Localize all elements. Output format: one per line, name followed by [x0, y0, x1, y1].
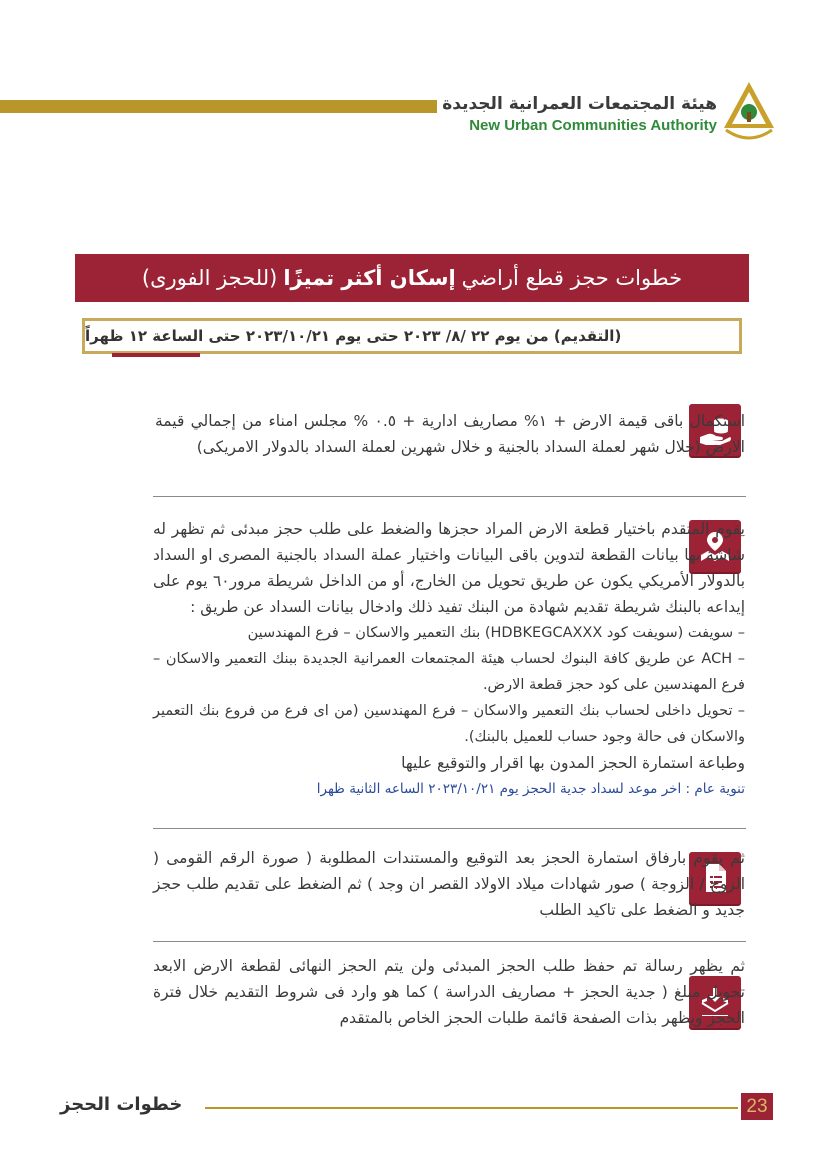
step-1-text — [155, 408, 745, 460]
step-4-text — [153, 953, 745, 1031]
step-2-ach-line: – ACH عن طريق كافة البنوك لحساب هيئة المجتمعات العمرانية الجديدة ببنك التعمير والاسكان – فرع المهندسين على كود حجز قطعة الارض. — [153, 651, 746, 693]
page-title — [75, 254, 749, 302]
step-2-text — [153, 516, 745, 802]
page-number: 23 — [741, 1093, 773, 1120]
divider — [153, 828, 746, 829]
header-gold-bar — [0, 100, 437, 113]
submission-date-text: (التقديم) من يوم ٢٢ /٨/ ٢٠٢٣ حتى يوم ٢٠٢٣/١٠/٢١ حتى الساعة ١٢ ظهراً — [85, 327, 622, 345]
org-name-arabic: هيئة المجتمعات العمرانية الجديدة — [442, 94, 717, 114]
title-prefix: خطوات حجز قطع أراضي — [461, 266, 683, 290]
step-2-transfer-line: – تحويل داخلى لحساب بنك التعمير والاسكان – فرع المهندسين (من اى فرع من فروع بنك التعمير والاسكان فى حالة وجود حساب للعميل بالبنك). — [153, 703, 745, 745]
step-2-note: تنوية عام : اخر موعد لسداد جدية الحجز يوم ٢٠٢٣/١٠/٢١ الساعه الثانية ظهرا — [316, 781, 745, 797]
title-bold: إسكان أكثر تميزًا — [283, 266, 456, 290]
date-underline-accent — [112, 353, 200, 357]
step-1-line: استكمال باقى قيمة الارض + ١% مصاريف ادارية + ٠.٥ % مجلس امناء من إجمالي قيمة الارض (خلال شهر لعملة السداد بالجنية و خلال شهرين لعملة السداد بالدولار الامريكى) — [155, 412, 746, 456]
nuca-logo-icon — [722, 80, 776, 146]
divider — [153, 496, 746, 497]
footer-gold-line — [205, 1107, 738, 1109]
submission-date-box — [82, 318, 742, 354]
step-2-line: يقوم المتقدم باختيار قطعة الارض المراد حجزها والضغط على طلب حجز مبدئى ثم تظهر له شاشة بها بيانات القطعة لتدوين باقى البيانات واختيار عملة السداد بالجنية المصرى او السداد بالدولار الأمريكي يكون عن طريق تحويل من الخارج، أو من الداخل شريطة مرور٦٠ يوم على إيداعه بالبنك شريطة تقديم شهادة من البنك تفيد ذلك وادخال بيانات السداد عن طريق : — [153, 520, 746, 616]
footer-section-title: خطوات الحجز — [60, 1094, 183, 1115]
title-suffix: (للحجز الفورى) — [141, 266, 278, 290]
header-org-names — [442, 94, 717, 134]
step-3-line: ثم يقوم بارفاق استمارة الحجز بعد التوقيع والمستندات المطلوبة ( صورة الرقم القومى ( الزوج / الزوجة ) صور شهادات ميلاد الاولاد القصر ان وجد ) ثم الضغط على تقديم طلب حجز جديد و الضغط على تاكيد الطلب — [153, 849, 745, 919]
step-2-print-line: وطباعة استمارة الحجز المدون بها اقرار والتوقيع عليها — [401, 754, 745, 772]
org-name-english: New Urban Communities Authority — [469, 117, 717, 134]
step-2-swift-line: – سويفت (سويفت كود HDBKEGCAXXX) بنك التعمير والاسكان – فرع المهندسين — [247, 625, 745, 641]
step-3-text — [153, 845, 745, 923]
divider — [153, 941, 746, 942]
step-4-line: ثم يظهر رسالة تم حفظ طلب الحجز المبدئى ولن يتم الحجز النهائى لقطعة الارض الابعد تحويل مبلغ ( جدية الحجز + مصاريف الدراسة ) كما هو وارد فى شروط التقديم خلال فترة الحجز ويظهر بذات الصفحة قائمة طلبات الحجز الخاص بالمتقدم — [153, 957, 745, 1027]
